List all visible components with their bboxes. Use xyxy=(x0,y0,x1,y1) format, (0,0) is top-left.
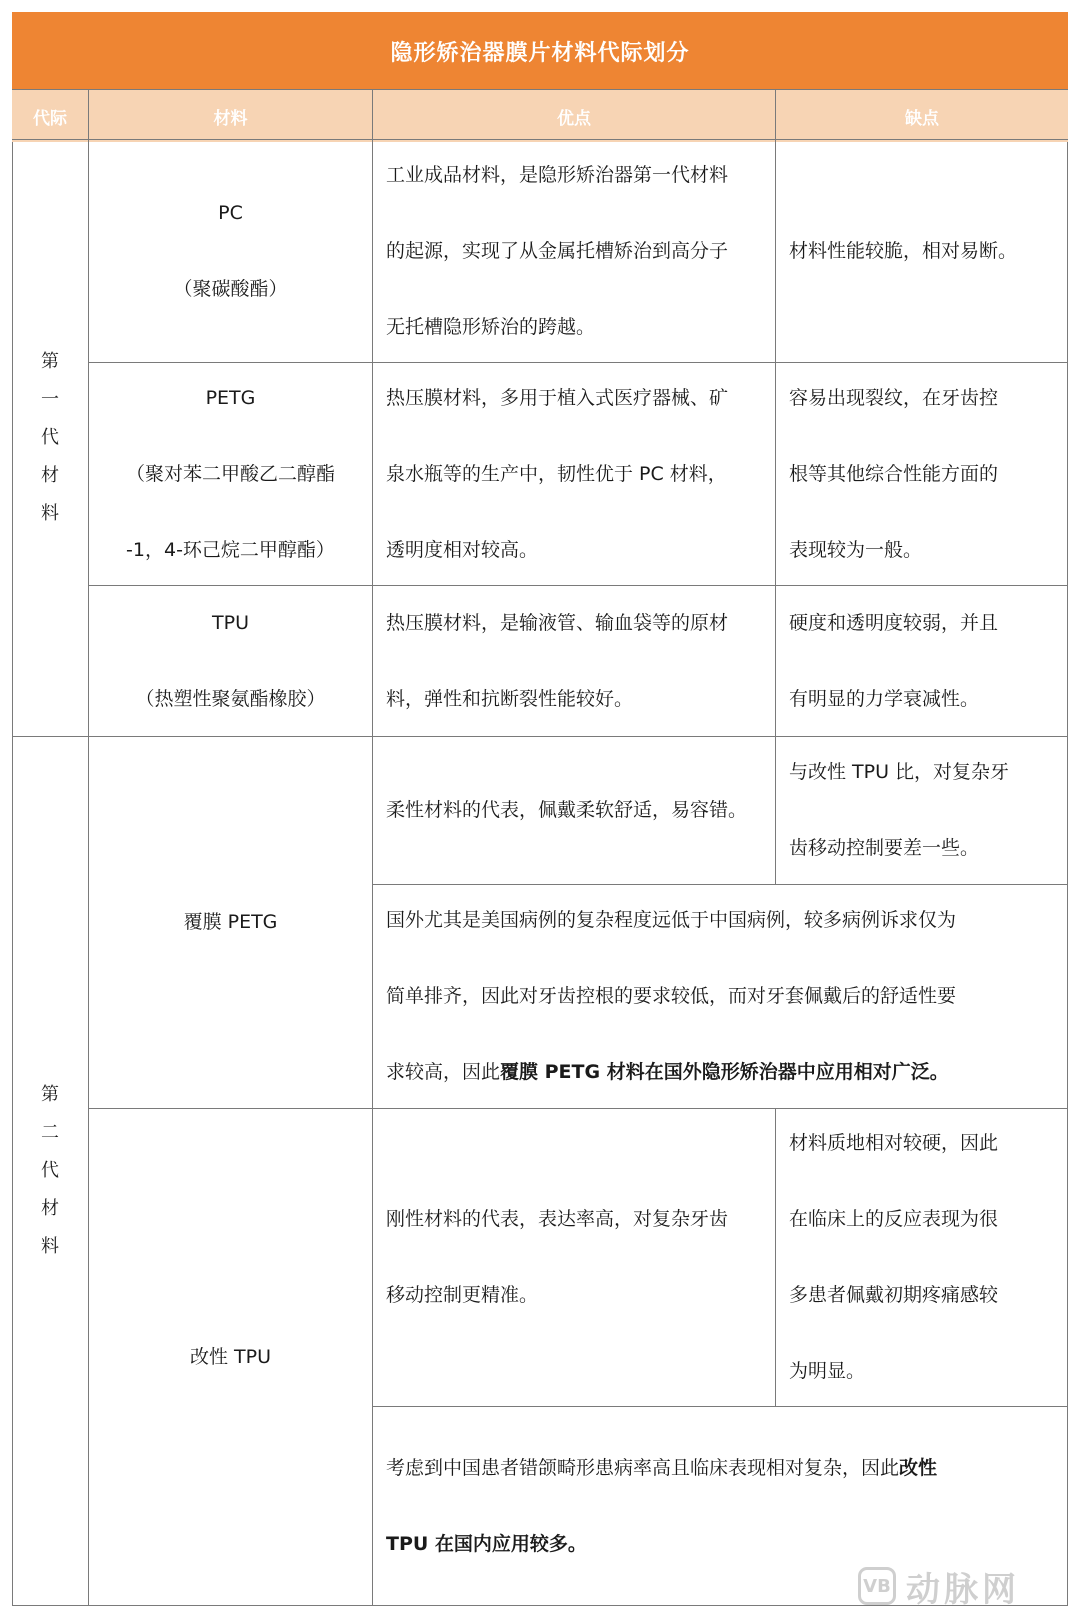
row-divider xyxy=(12,89,1068,90)
advantages-pc: 工业成品材料，是隐形矫治器第一代材料 的起源，实现了从金属托槽矫治到高分子 无托槽隐形矫治的跨越。 xyxy=(386,163,729,338)
table-title: 隐形矫治器膜片材料代际划分 xyxy=(12,12,1068,90)
column-divider xyxy=(775,89,776,139)
material-modified-tpu: 改性 TPU xyxy=(189,1346,271,1368)
note-modified-tpu: 考虑到中国患者错颌畸形患病率高且临床表现相对复杂，因此改性 TPU 在国内应用较多。 xyxy=(386,1457,938,1555)
disadvantages-modified-tpu: 材料质地相对较硬，因此 在临床上的反应表现为很 多患者佩戴初期疼痛感较 为明显。 xyxy=(789,1132,999,1382)
generation-2-label: 第 二 代 材 料 xyxy=(41,1084,59,1257)
disadvantages-petg: 容易出现裂纹，在牙齿控 根等其他综合性能方面的 表现较为一般。 xyxy=(789,386,999,561)
vb-logo-icon: VB xyxy=(858,1567,896,1605)
advantages-petg: 热压膜材料，多用于植入式医疗器械、矿 泉水瓶等的生产中，韧性优于 PC 材料， 透明度相对较高。 xyxy=(386,386,729,561)
note-coated-petg: 国外尤其是美国病例的复杂程度远低于中国病例，较多病例诉求仅为 简单排齐，因此对牙齿控根的要求较低，而对牙套佩戴后的舒适性要 求较高，因此覆膜 PETG 材料在国外隐形矫治器中应用相对广泛。 xyxy=(386,909,957,1083)
header-material: 材料 xyxy=(89,90,372,142)
generation-1-label: 第 一 代 材 料 xyxy=(41,350,59,524)
material-coated-petg: 覆膜 PETG xyxy=(183,911,278,933)
header-disadvantages: 缺点 xyxy=(776,90,1068,142)
advantages-coated-petg: 柔性材料的代表，佩戴柔软舒适，易容错。 xyxy=(386,799,748,821)
disadvantages-coated-petg: 与改性 TPU 比，对复杂牙 齿移动控制要差一些。 xyxy=(789,761,1010,859)
disadvantages-tpu: 硬度和透明度较弱，并且 有明显的力学衰减性。 xyxy=(789,611,999,710)
header-advantages: 优点 xyxy=(373,90,775,142)
advantages-tpu: 热压膜材料，是输液管、输血袋等的原材 料，弹性和抗断裂性能较好。 xyxy=(386,611,729,710)
watermark-text: 动脉网 xyxy=(906,1569,1020,1610)
material-pc: PC （聚碳酸酯） xyxy=(173,201,288,300)
advantages-modified-tpu: 刚性材料的代表，表达率高，对复杂牙齿 移动控制更精准。 xyxy=(386,1208,729,1306)
header-generation: 代际 xyxy=(12,90,88,142)
watermark xyxy=(858,1562,1020,1610)
disadvantages-pc: 材料性能较脆，相对易断。 xyxy=(789,239,1018,262)
material-tpu: TPU （热塑性聚氨酯橡胶） xyxy=(135,611,326,710)
material-petg: PETG （聚对苯二甲酸乙二醇酯 -1，4-环己烷二甲醇酯） xyxy=(125,386,335,561)
